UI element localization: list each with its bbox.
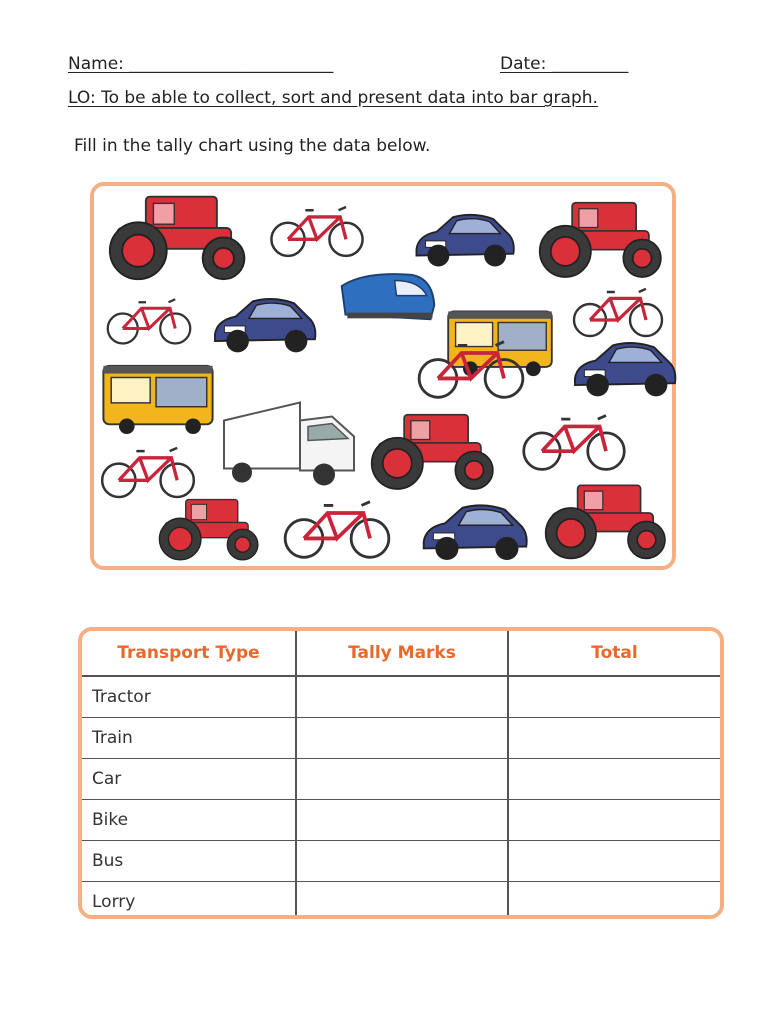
bike-icon bbox=[278, 496, 396, 566]
bike-icon bbox=[516, 410, 632, 478]
bike-icon bbox=[104, 294, 194, 352]
row-type-label: Tractor bbox=[82, 676, 296, 718]
table-row bbox=[82, 841, 720, 882]
tally-cell[interactable] bbox=[296, 676, 508, 718]
tally-cell[interactable] bbox=[296, 759, 508, 800]
vehicle-picture-frame bbox=[90, 182, 676, 570]
row-type-label: Train bbox=[82, 718, 296, 759]
date-field-line: Date: _________ bbox=[500, 54, 629, 74]
header-total: Total bbox=[508, 631, 720, 676]
table-row bbox=[82, 882, 720, 920]
tally-table bbox=[82, 631, 720, 919]
total-cell[interactable] bbox=[508, 841, 720, 882]
tally-cell[interactable] bbox=[296, 882, 508, 920]
total-cell[interactable] bbox=[508, 676, 720, 718]
row-type-label: Bike bbox=[82, 800, 296, 841]
train-icon bbox=[336, 266, 440, 334]
bike-icon bbox=[570, 284, 666, 344]
header-tally-marks: Tally Marks bbox=[296, 631, 508, 676]
car-icon bbox=[416, 498, 532, 570]
header-transport-type: Transport Type bbox=[82, 631, 296, 676]
table-row bbox=[82, 800, 720, 841]
table-row bbox=[82, 759, 720, 800]
car-icon bbox=[564, 336, 684, 406]
tally-header-row bbox=[82, 631, 720, 676]
table-row bbox=[82, 676, 720, 718]
tally-cell[interactable] bbox=[296, 841, 508, 882]
tractor-icon bbox=[158, 494, 262, 568]
table-row bbox=[82, 718, 720, 759]
bike-icon bbox=[412, 336, 530, 406]
learning-objective: LO: To be able to collect, sort and present data into bar graph. bbox=[68, 88, 598, 108]
row-type-label: Car bbox=[82, 759, 296, 800]
row-type-label: Lorry bbox=[82, 882, 296, 920]
lorry-icon bbox=[220, 398, 360, 498]
tractor-icon bbox=[544, 478, 670, 568]
total-cell[interactable] bbox=[508, 800, 720, 841]
tractor-icon bbox=[106, 192, 252, 286]
total-cell[interactable] bbox=[508, 759, 720, 800]
total-cell[interactable] bbox=[508, 718, 720, 759]
tally-cell[interactable] bbox=[296, 800, 508, 841]
name-field-line: Name: ________________________ bbox=[68, 54, 334, 74]
tractor-icon bbox=[370, 408, 498, 498]
bike-icon bbox=[260, 202, 374, 264]
row-type-label: Bus bbox=[82, 841, 296, 882]
car-icon bbox=[206, 292, 322, 362]
total-cell[interactable] bbox=[508, 882, 720, 920]
tractor-icon bbox=[538, 196, 666, 286]
instruction-text: Fill in the tally chart using the data below. bbox=[74, 136, 431, 156]
tally-cell[interactable] bbox=[296, 718, 508, 759]
bus-icon bbox=[98, 358, 218, 440]
tally-chart bbox=[78, 627, 724, 919]
